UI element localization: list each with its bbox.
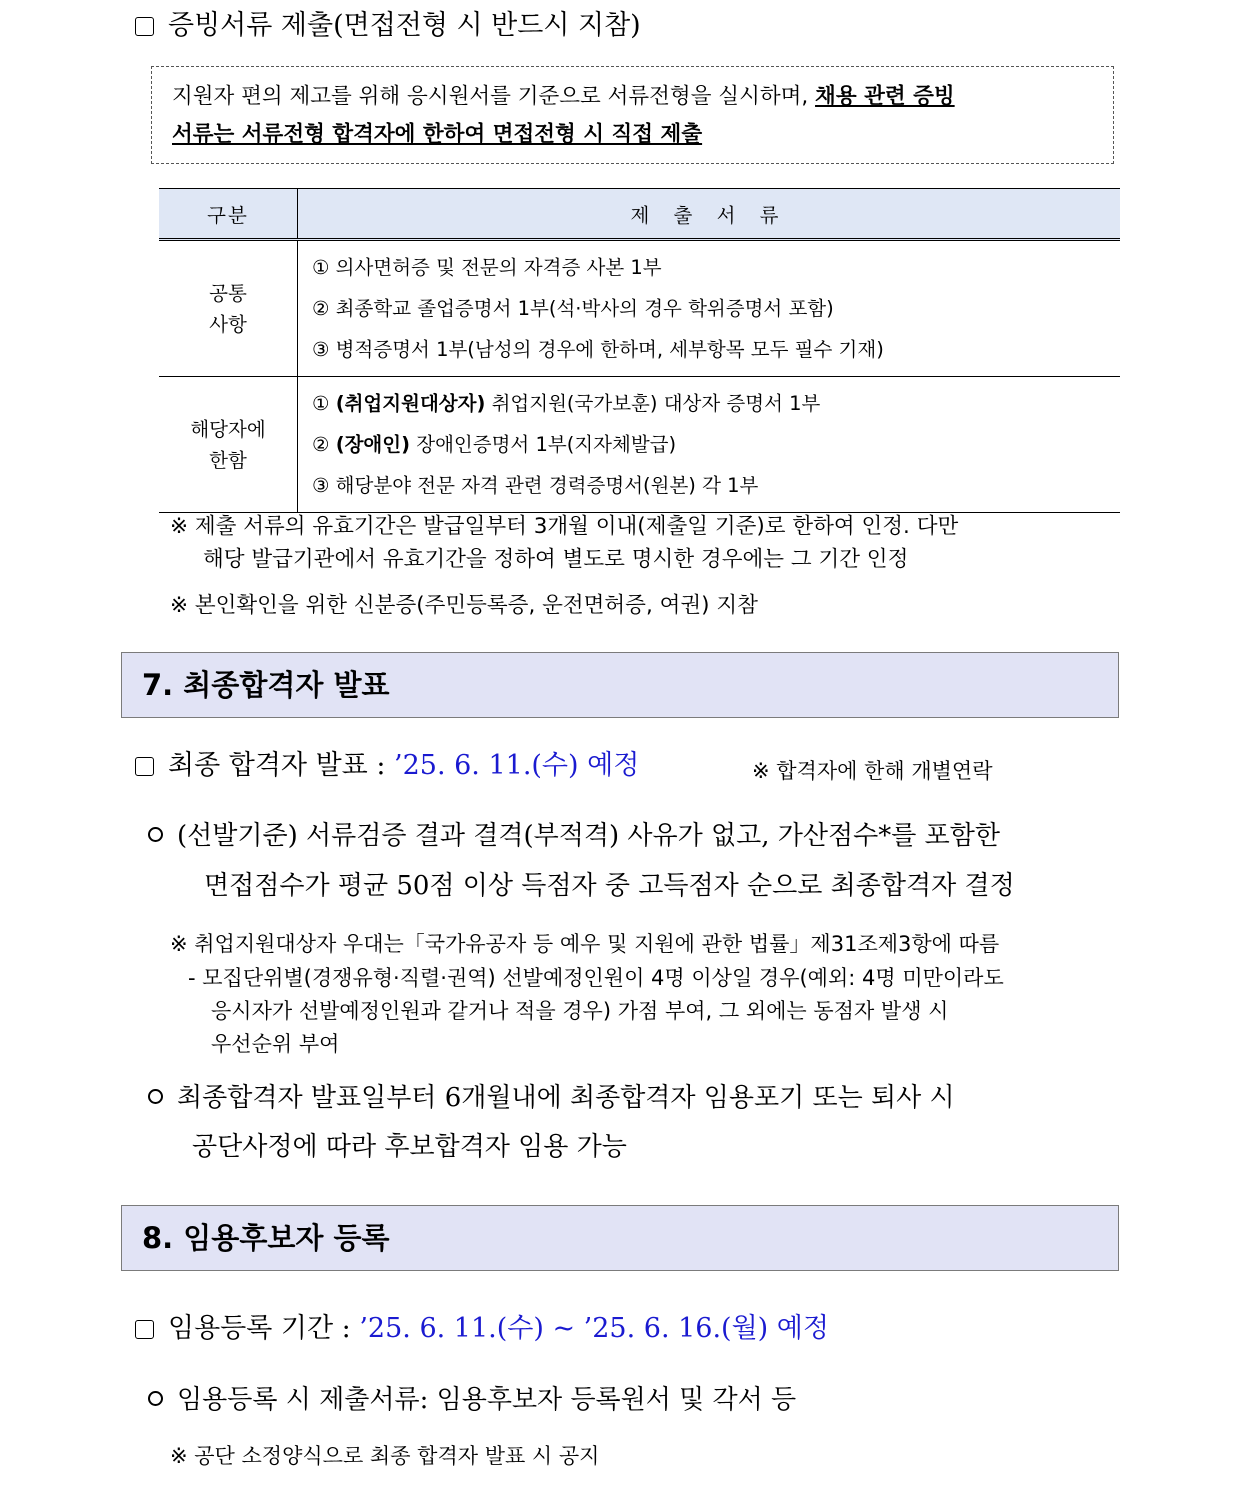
checkbox-square-icon — [135, 1320, 154, 1339]
table-row — [159, 240, 1120, 377]
id-note: ※ 본인확인을 위한 신분증(주민등록증, 운전면허증, 여권) 지참 — [170, 593, 758, 618]
validity-note-line1: ※ 제출 서류의 유효기간은 발급일부터 3개월 이내(제출일 기준)로 한하여 인정. 다만 — [170, 514, 959, 539]
notice-emphasis-1: 채용 관련 증빙 — [815, 84, 955, 109]
notice-box — [151, 66, 1114, 164]
alternate-bullet: 최종합격자 발표일부터 6개월내에 최종합격자 임용포기 또는 퇴사 시 — [148, 1085, 955, 1111]
checkbox-square-icon — [135, 757, 154, 776]
bonus-note-line2: 응시자가 선발예정인원과 같거나 적을 경우) 가점 부여, 그 외에는 동점자 발생 시 — [211, 999, 949, 1023]
announcement-note: ※ 합격자에 한해 개별연락 — [752, 759, 993, 783]
notice-emphasis-2: 서류는 서류전형 합격자에 한하여 면접전형 시 직접 제출 — [172, 122, 703, 147]
table-row-label-common: 공통 사항 — [159, 240, 298, 377]
registration-docs-bullet: 임용등록 시 제출서류: 임용후보자 등록원서 및 각서 등 — [148, 1387, 796, 1413]
period-value: ’25. 6. 11.(수) ~ ’25. 6. 16.(월) 예정 — [359, 1313, 829, 1344]
period-label: 임용등록 기간 : — [168, 1313, 360, 1344]
form-note: ※ 공단 소정양식으로 최종 합격자 발표 시 공지 — [170, 1444, 600, 1468]
checkbox-square-icon — [135, 17, 154, 36]
criteria-bullet-line2: 면접점수가 평균 50점 이상 득점자 중 고득점자 순으로 최종합격자 결정 — [204, 871, 1015, 901]
registration-period-line — [135, 1315, 829, 1342]
table-header-category: 구분 — [159, 189, 298, 240]
preference-note: ※ 취업지원대상자 우대는「국가유공자 등 예우 및 지원에 관한 법률」제31조제3항에 따름 — [170, 932, 1000, 956]
section-7-title: 7. 최종합격자 발표 — [121, 652, 1119, 718]
table-row-label-applicable: 해당자에 한함 — [159, 377, 298, 513]
list-item: ③ 해당분야 전문 자격 관련 경력증명서(원본) 각 1부 — [312, 474, 759, 497]
list-item: ② 최종학교 졸업증명서 1부(석·박사의 경우 학위증명서 포함) — [312, 297, 834, 320]
circle-bullet-icon — [148, 1391, 163, 1406]
list-item: ③ 병적증명서 1부(남성의 경우에 한하며, 세부항목 모두 필수 기재) — [312, 338, 884, 361]
alternate-bullet-line2: 공단사정에 따라 후보합격자 임용 가능 — [192, 1132, 627, 1162]
circle-bullet-icon — [148, 1089, 163, 1104]
table-row-items-common — [298, 240, 1121, 377]
criteria-bullet: (선발기준) 서류검증 결과 결격(부적격) 사유가 없고, 가산점수*를 포함한 — [148, 823, 1000, 849]
bonus-note-line3: 우선순위 부여 — [211, 1032, 340, 1056]
circle-bullet-icon — [148, 827, 163, 842]
docs-heading: 증빙서류 제출(면접전형 시 반드시 지참) — [135, 12, 641, 39]
validity-note-line2: 해당 발급기관에서 유효기간을 정하여 별도로 명시한 경우에는 그 기간 인정 — [203, 547, 909, 572]
table-row-items-applicable — [298, 377, 1121, 513]
table-header-documents: 제 출 서 류 — [298, 189, 1121, 240]
announcement-label: 최종 합격자 발표 : — [168, 750, 395, 781]
list-item: ② (장애인) 장애인증명서 1부(지자체발급) — [312, 433, 677, 456]
table-row — [159, 377, 1120, 513]
announcement-date: ’25. 6. 11.(수) 예정 — [394, 750, 640, 781]
table-header-row — [159, 189, 1120, 240]
list-item: ① 의사면허증 및 전문의 자격증 사본 1부 — [312, 256, 662, 279]
documents-table — [159, 188, 1120, 513]
bonus-note-line1: - 모집단위별(경쟁유형·직렬·권역) 선발예정인원이 4명 이상일 경우(예외: 4명 미만이라도 — [188, 966, 1004, 990]
section-8-title: 8. 임용후보자 등록 — [121, 1205, 1119, 1271]
notice-text: 지원자 편의 제고를 위해 응시원서를 기준으로 서류전형을 실시하며, — [172, 84, 816, 109]
list-item: ① (취업지원대상자) 취업지원(국가보훈) 대상자 증명서 1부 — [312, 392, 821, 415]
